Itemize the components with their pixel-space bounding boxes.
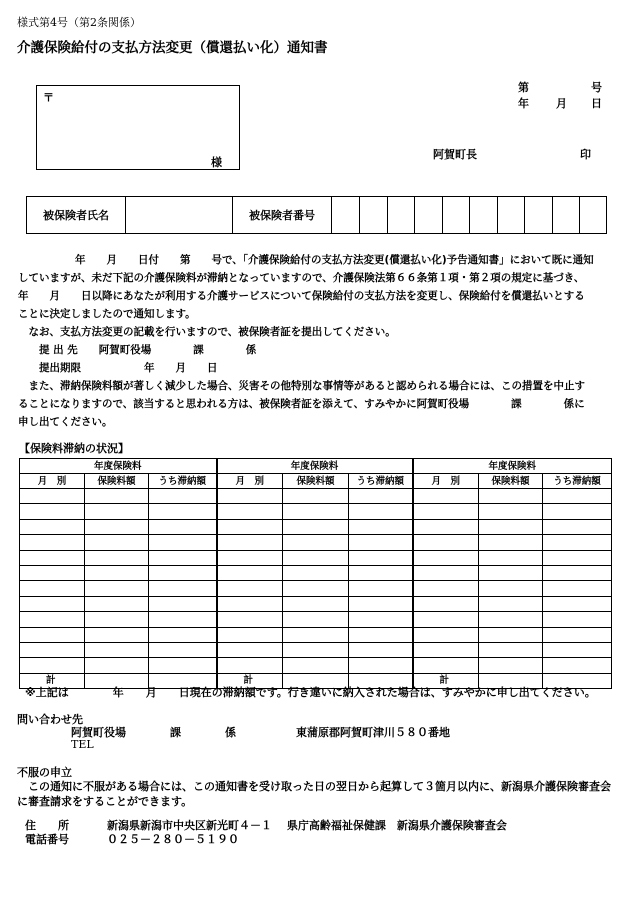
table-cell xyxy=(413,519,479,534)
appeal-text: に審査請求をすることができます。 xyxy=(17,795,193,808)
table-cell xyxy=(479,550,543,565)
insured-name-cell xyxy=(126,197,233,234)
table-cell xyxy=(413,535,479,550)
table-cell xyxy=(85,489,149,504)
number-digit-cell xyxy=(498,197,525,234)
table-cell xyxy=(20,627,85,642)
table-cell xyxy=(349,612,413,627)
arrears-table xyxy=(19,458,612,689)
number-dai: 第 xyxy=(518,81,529,94)
table-cell xyxy=(413,627,479,642)
table-cell xyxy=(149,581,217,596)
issuer-seal: 印 xyxy=(580,148,591,161)
table-cell xyxy=(543,489,612,504)
table-cell xyxy=(349,550,413,565)
table-row xyxy=(20,489,612,504)
table-cell xyxy=(349,519,413,534)
submit-to-line: 提 出 先 阿賀町役場 課 係 xyxy=(18,344,257,356)
table-cell xyxy=(20,565,85,580)
fiscal-year-header: 年度保険料 xyxy=(217,459,413,474)
table-cell xyxy=(479,565,543,580)
table-cell xyxy=(20,550,85,565)
premium-column-header: 保険料額 xyxy=(479,474,543,489)
table-cell xyxy=(479,596,543,611)
table-cell xyxy=(20,535,85,550)
table-cell xyxy=(149,519,217,534)
number-digit-cell xyxy=(332,197,360,234)
number-go: 号 xyxy=(591,81,602,94)
table-cell xyxy=(20,489,85,504)
number-digit-cell xyxy=(553,197,580,234)
table-cell xyxy=(85,627,149,642)
table-cell xyxy=(349,565,413,580)
arrears-column-header: うち滞納額 xyxy=(543,474,612,489)
table-cell xyxy=(149,658,217,673)
table-row xyxy=(20,565,612,580)
table-cell xyxy=(217,658,283,673)
table-cell xyxy=(20,642,85,657)
table-cell xyxy=(217,627,283,642)
table-cell xyxy=(149,596,217,611)
contact-title: 問い合わせ先 xyxy=(17,713,83,726)
notice-body xyxy=(18,251,618,431)
table-cell xyxy=(349,658,413,673)
table-cell xyxy=(20,581,85,596)
deadline-line: 提出期限 年 月 日 xyxy=(18,362,218,374)
table-cell xyxy=(20,596,85,611)
table-cell xyxy=(413,504,479,519)
table-cell xyxy=(543,627,612,642)
number-digit-cell xyxy=(415,197,443,234)
table-cell xyxy=(85,642,149,657)
arrears-column-header: うち滞納額 xyxy=(349,474,413,489)
contact-address: 東蒲原郡阿賀町津川５８０番地 xyxy=(296,726,450,739)
table-cell xyxy=(543,550,612,565)
table-cell xyxy=(85,504,149,519)
table-cell xyxy=(85,612,149,627)
body-line: 年 月 日以降にあなたが利用する介護サービスについて保険給付の支払方法を変更し、保険給付を償還払いとする xyxy=(18,290,585,302)
address-box xyxy=(36,85,240,170)
table-cell xyxy=(413,658,479,673)
premium-column-header: 保険料額 xyxy=(283,474,349,489)
total-label: 計 xyxy=(217,673,283,688)
body-line: ことに決定しましたので通知します。 xyxy=(18,308,196,320)
table-cell xyxy=(85,581,149,596)
column-header-row xyxy=(20,474,612,489)
table-row xyxy=(20,627,612,642)
table-cell xyxy=(217,535,283,550)
table-cell xyxy=(413,596,479,611)
table-cell xyxy=(413,642,479,657)
table-cell xyxy=(149,489,217,504)
body-line: 申し出てください。 xyxy=(18,416,113,428)
table-cell xyxy=(149,504,217,519)
table-cell xyxy=(543,519,612,534)
table-cell xyxy=(20,658,85,673)
table-cell xyxy=(85,535,149,550)
month-column-header: 月 別 xyxy=(20,474,85,489)
body-line: していますが、未だ下記の介護保険料が滞納となっていますので、介護保険法第６６条第１項・第２項の規定に基づき、 xyxy=(18,272,585,284)
table-cell xyxy=(413,612,479,627)
date-year: 年 xyxy=(518,97,529,110)
table-cell xyxy=(149,612,217,627)
table-cell xyxy=(479,504,543,519)
table-cell xyxy=(85,596,149,611)
arrears-note: ※上記は 年 月 日現在の滞納額です。行き違いに納入された場合は、すみやかに申し出てください。 xyxy=(25,686,596,699)
table-cell xyxy=(20,504,85,519)
table-row xyxy=(20,519,612,534)
table-cell xyxy=(349,627,413,642)
table-cell xyxy=(283,550,349,565)
table-row xyxy=(20,504,612,519)
contact-tel: TEL xyxy=(71,738,94,751)
table-cell xyxy=(479,658,543,673)
body-line: 年 月 日付 第 号で、「介護保険給付の支払方法変更(償還払い化)予告通知書」において既に通知 xyxy=(54,254,594,266)
table-cell xyxy=(217,642,283,657)
table-row xyxy=(20,642,612,657)
table-cell xyxy=(349,489,413,504)
table-row xyxy=(20,535,612,550)
number-digit-cell xyxy=(388,197,415,234)
number-digit-cell xyxy=(443,197,470,234)
table-cell xyxy=(283,612,349,627)
fiscal-year-header: 年度保険料 xyxy=(20,459,217,474)
table-cell xyxy=(283,627,349,642)
table-cell xyxy=(479,612,543,627)
month-column-header: 月 別 xyxy=(413,474,479,489)
number-digit-cell xyxy=(580,197,607,234)
table-cell xyxy=(543,504,612,519)
table-row xyxy=(20,581,612,596)
table-cell xyxy=(283,489,349,504)
table-cell xyxy=(283,642,349,657)
table-cell xyxy=(217,612,283,627)
table-cell xyxy=(283,581,349,596)
table-cell xyxy=(149,565,217,580)
table-cell xyxy=(283,535,349,550)
table-cell xyxy=(543,581,612,596)
issuer-name: 阿賀町長 xyxy=(433,148,477,161)
month-column-header: 月 別 xyxy=(217,474,283,489)
date-day: 日 xyxy=(591,97,602,110)
table-cell xyxy=(20,519,85,534)
table-cell xyxy=(543,535,612,550)
table-cell xyxy=(149,550,217,565)
table-cell xyxy=(85,519,149,534)
table-cell xyxy=(283,519,349,534)
body-line: また、滞納保険料額が著しく減少した場合、災害その他特別な事情等があると認められる場合には、この措置を中止す xyxy=(18,380,585,392)
table-cell xyxy=(543,658,612,673)
table-cell xyxy=(413,489,479,504)
table-cell xyxy=(149,642,217,657)
premium-column-header: 保険料額 xyxy=(85,474,149,489)
total-label: 計 xyxy=(413,673,479,688)
table-cell xyxy=(217,519,283,534)
document-title: 介護保険給付の支払方法変更（償還払い化）通知書 xyxy=(17,40,328,56)
table-cell xyxy=(217,550,283,565)
table-cell xyxy=(283,504,349,519)
fiscal-year-header: 年度保険料 xyxy=(413,459,612,474)
body-line: ることになりますので、該当すると思われる方は、被保険者証を添えて、すみやかに阿賀町役場 課 係に xyxy=(18,398,585,410)
table-cell xyxy=(283,565,349,580)
table-row xyxy=(20,658,612,673)
table-cell xyxy=(479,627,543,642)
insured-info-table xyxy=(26,196,607,234)
insured-number-label: 被保険者番号 xyxy=(233,197,332,234)
total-label: 計 xyxy=(20,673,85,688)
table-cell xyxy=(479,642,543,657)
table-cell xyxy=(413,550,479,565)
table-cell xyxy=(217,565,283,580)
table-cell xyxy=(479,581,543,596)
table-cell xyxy=(217,504,283,519)
table-cell xyxy=(85,565,149,580)
table-cell xyxy=(413,565,479,580)
group-header-row xyxy=(20,459,612,474)
form-number: 様式第4号（第2条関係） xyxy=(17,16,141,29)
table-cell xyxy=(149,535,217,550)
table-row xyxy=(20,596,612,611)
appeal-address-label: 住 所 xyxy=(25,819,69,832)
table-cell xyxy=(543,612,612,627)
postal-mark: 〒 xyxy=(43,91,54,104)
arrears-column-header: うち滞納額 xyxy=(149,474,217,489)
table-cell xyxy=(85,658,149,673)
table-row xyxy=(20,612,612,627)
table-cell xyxy=(479,489,543,504)
table-cell xyxy=(479,519,543,534)
table-cell xyxy=(85,550,149,565)
table-cell xyxy=(349,504,413,519)
number-digit-cell xyxy=(470,197,498,234)
table-cell xyxy=(543,596,612,611)
table-cell xyxy=(217,489,283,504)
table-cell xyxy=(20,612,85,627)
table-row xyxy=(20,550,612,565)
appeal-title: 不服の申立 xyxy=(17,766,72,779)
number-digit-cell xyxy=(525,197,553,234)
table-cell xyxy=(543,565,612,580)
number-digit-cell xyxy=(360,197,388,234)
appeal-tel-label: 電話番号 xyxy=(25,833,69,846)
insured-name-label: 被保険者氏名 xyxy=(27,197,126,234)
table-cell xyxy=(349,642,413,657)
body-line: なお、支払方法変更の記載を行いますので、被保険者証を提出してください。 xyxy=(18,326,396,338)
table-cell xyxy=(479,535,543,550)
table-cell xyxy=(149,627,217,642)
table-cell xyxy=(349,535,413,550)
arrears-section-title: 【保険料滞納の状況】 xyxy=(19,442,129,455)
table-cell xyxy=(217,581,283,596)
table-cell xyxy=(283,596,349,611)
contact-office: 阿賀町役場 課 係 xyxy=(71,726,236,739)
table-cell xyxy=(349,581,413,596)
table-cell xyxy=(543,642,612,657)
honorific: 様 xyxy=(211,156,222,169)
table-cell xyxy=(413,581,479,596)
table-cell xyxy=(283,658,349,673)
date-month: 月 xyxy=(556,97,567,110)
table-cell xyxy=(217,596,283,611)
table-cell xyxy=(349,596,413,611)
appeal-tel-value: ０２５－２８０－５１９０ xyxy=(107,833,239,846)
appeal-text: この通知に不服がある場合には、この通知書を受け取った日の翌日から起算して３箇月以内に、新潟県介護保険審査会 xyxy=(17,780,611,793)
appeal-address-value: 新潟県新潟市中央区新光町４－１ 県庁高齢福祉保健課 新潟県介護保険審査会 xyxy=(107,819,507,832)
